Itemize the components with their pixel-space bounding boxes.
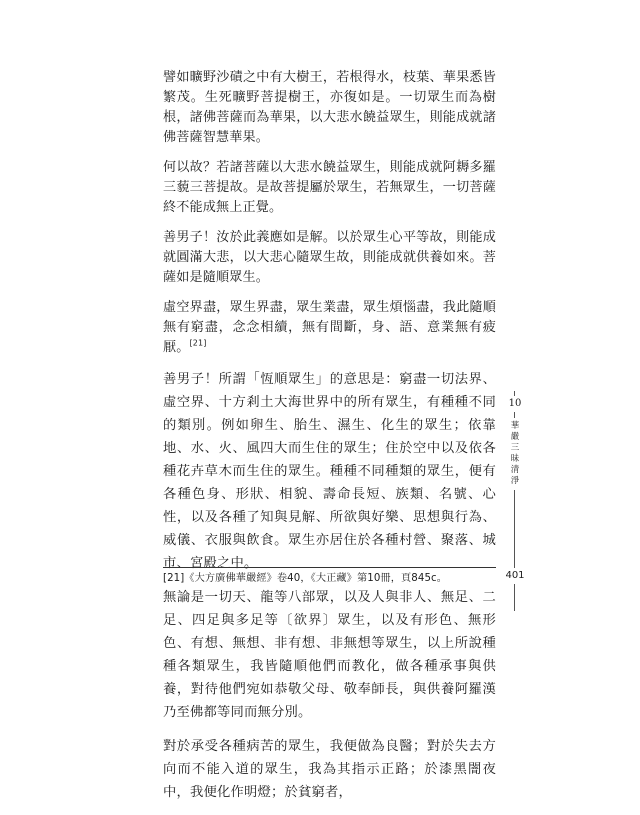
quote-text: 何以故？若諸菩薩以大悲水饒益眾生，則能成就阿耨多羅三藐三菩提故。是故菩提屬於眾生，若無眾生，一切菩薩終不能成無上正覺。 xyxy=(163,160,496,215)
quote-text: 虛空界盡，眾生界盡，眾生業盡，眾生煩惱盡，我此隨順無有窮盡，念念相續，無有間斷，身、語、意業無有疲厭。 xyxy=(163,300,496,355)
scripture-quote-4 xyxy=(163,298,496,358)
paragraph-3: 對於承受各種病苦的眾生，我便做為良醫；對於失去方向而不能入道的眾生，我為其指示正路；於漆黑闇夜中，我便化作明燈；於貧窮者， xyxy=(163,739,496,800)
chapter-title: 華嚴三昧清淨 xyxy=(508,418,522,490)
footnote: [21]《大方廣佛華嚴經》卷40，《大正藏》第10冊，頁845c。 xyxy=(163,573,448,584)
page-number: 401 xyxy=(499,568,531,584)
scripture-quote-2 xyxy=(163,158,496,218)
paragraph-2: 無論是一切天、龍等八部眾，以及人與非人、無足、二足、四足與多足等〔欲界〕眾生，以及有形色、無形色、有想、無想、非有想、非無想等眾生，以上所說種種各類眾生，我皆隨順他們而教化，做各種承事與供養，對待他們宛如恭敬父母、敬奉師長，與供養阿羅漢乃至佛都等同而無分別。 xyxy=(163,590,496,720)
scripture-quote-3 xyxy=(163,228,496,288)
footnote-divider xyxy=(163,567,496,568)
scripture-quote-1 xyxy=(163,68,496,148)
quote-text: 善男子！汝於此義應如是解。以於眾生心平等故，則能成就圓滿大悲，以大悲心隨眾生故，則能成就供養如來。菩薩如是隨順眾生。 xyxy=(163,230,496,285)
chapter-number: 10 xyxy=(507,396,523,412)
quote-text: 譬如曠野沙磧之中有大樹王，若根得水，枝葉、華果悉皆繁茂。生死曠野菩提樹王，亦復如是。一切眾生而為樹根，諸佛菩薩而為華果，以大悲水饒益眾生，則能成就諸佛菩薩智慧華果。 xyxy=(163,70,496,145)
main-text-column xyxy=(163,68,496,815)
paragraph-1: 善男子！所謂「恆順眾生」的意思是：窮盡一切法界、虛空界、十方剎土大海世界中的所有眾生，有種種不同的類別。例如卵生、胎生、濕生、化生的眾生；依靠地、水、火、風四大而生住的眾生；住於空中以及依各種花卉草木而生住的眾生。種種不同種類的眾生，便有各種色身、形狀、相貌、壽命長短、族類、名號、心性，以及各種了知與見解、所欲與好樂、思想與行為、威儀、衣服與飲食。眾生亦居住於各種村營、聚落、城市、宮殿之中。 xyxy=(163,372,496,571)
footnote-reference: [21] xyxy=(189,338,207,348)
